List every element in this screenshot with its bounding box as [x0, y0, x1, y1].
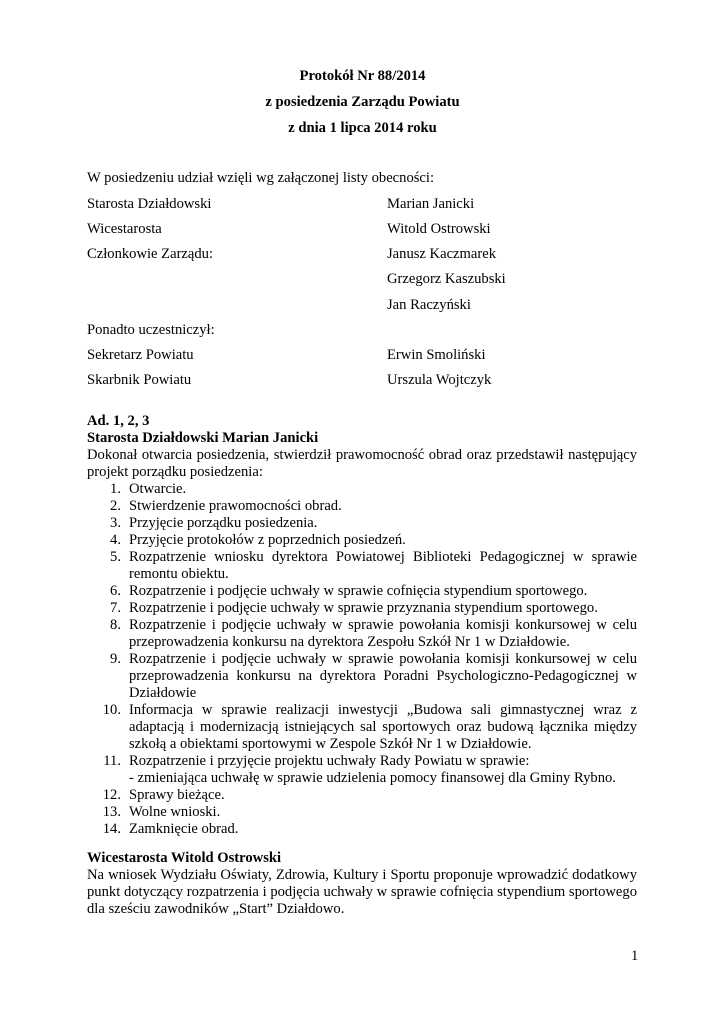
item-number: 3.	[110, 515, 121, 531]
attendance-role: Sekretarz Powiatu	[87, 347, 194, 363]
list-item	[87, 651, 637, 702]
paragraph: Na wniosek Wydziału Oświaty, Zdrowia, Kultury i Sportu proponuje wprowadzić dodatkowy punkt dotyczący rozpatrzenia i podjęcia uchwały w sprawie cofnięcia stypendium sportowego dla sześciu zawodników „Start” Działdowo.	[87, 867, 637, 917]
list-item	[87, 532, 637, 549]
item-number: 9.	[110, 651, 121, 667]
attendance-name: Witold Ostrowski	[387, 221, 491, 237]
protocol-date: z dnia 1 lipca 2014 roku	[288, 120, 437, 136]
speaker-name: Wicestarosta Witold Ostrowski	[87, 850, 282, 866]
item-text: Wolne wnioski.	[129, 804, 221, 820]
item-text: Rozpatrzenie i podjęcie uchwały w sprawie powołania komisji konkursowej w celu przeprowadzenia konkursu na dyrektora Poradni Psychologiczno-Pedagogicznej w Działdowie	[129, 651, 637, 701]
item-number: 12.	[102, 787, 121, 803]
item-number: 11.	[103, 753, 121, 769]
attendance-name: Urszula Wojtczyk	[387, 372, 492, 388]
item-text: Przyjęcie porządku posiedzenia.	[129, 515, 318, 531]
item-number: 4.	[110, 532, 121, 548]
attendance-role: Członkowie Zarządu:	[87, 246, 214, 262]
protocol-subtitle: z posiedzenia Zarządu Powiatu	[265, 94, 460, 110]
section-vice-starost	[87, 850, 637, 918]
list-item	[87, 583, 637, 600]
protocol-title: Protokół Nr 88/2014	[299, 68, 426, 84]
item-text: Informacja w sprawie realizacji inwestycji „Budowa sali gimnastycznej wraz z adaptacją i modernizacją istniejących sal sportowych oraz budową łącznika między szkołą a obiektami sportowymi w Zespole Szkół Nr 1 w Działdowie.	[129, 702, 637, 752]
list-item	[87, 787, 637, 804]
item-number: 7.	[110, 600, 121, 616]
list-item	[87, 481, 637, 498]
paragraph: Dokonał otwarcia posiedzenia, stwierdził prawomocność obrad oraz przedstawił następujący projekt porządku posiedzenia:	[87, 447, 637, 480]
item-number: 5.	[110, 549, 121, 565]
list-item	[87, 549, 637, 583]
section-agenda	[87, 413, 637, 838]
item-text: Rozpatrzenie i podjęcie uchwały w sprawie powołania komisji konkursowej w celu przeprowadzenia konkursu na dyrektora Zespołu Szkół Nr 1 w Działdowie.	[129, 617, 637, 650]
list-item	[87, 600, 637, 617]
list-item	[87, 515, 637, 532]
also-present-heading: Ponadto uczestniczył:	[87, 322, 215, 338]
item-number: 1.	[110, 481, 121, 497]
attendance-name: Grzegorz Kaszubski	[387, 271, 506, 287]
section-heading: Ad. 1, 2, 3	[87, 413, 150, 429]
item-number: 13.	[102, 804, 121, 820]
item-text: Rozpatrzenie i podjęcie uchwały w sprawie przyznania stypendium sportowego.	[129, 600, 598, 616]
item-number: 10.	[102, 702, 121, 718]
item-text: Stwierdzenie prawomocności obrad.	[129, 498, 342, 514]
item-text: Rozpatrzenie wniosku dyrektora Powiatowej Biblioteki Pedagogicznej w sprawie remontu obiektu.	[129, 549, 637, 582]
attendance-name: Janusz Kaczmarek	[387, 246, 496, 262]
attendance-name: Marian Janicki	[387, 196, 475, 212]
speaker-name: Starosta Działdowski Marian Janicki	[87, 430, 319, 446]
item-subtext: - zmieniająca uchwałę w sprawie udzielenia pomocy finansowej dla Gminy Rybno.	[129, 770, 616, 786]
list-item	[87, 821, 637, 838]
item-number: 2.	[110, 498, 121, 514]
item-number: 8.	[110, 617, 121, 633]
attendance-name: Erwin Smoliński	[387, 347, 486, 363]
attendance-role: Starosta Działdowski	[87, 196, 212, 212]
item-text: Otwarcie.	[129, 481, 187, 497]
list-item	[87, 753, 637, 787]
attendance-intro: W posiedzeniu udział wzięli wg załączonej listy obecności:	[87, 170, 435, 186]
list-item	[87, 702, 637, 753]
item-text: Rozpatrzenie i przyjęcie projektu uchwały Rady Powiatu w sprawie:	[129, 753, 530, 769]
list-item	[87, 498, 637, 515]
item-text: Przyjęcie protokołów z poprzednich posiedzeń.	[129, 532, 406, 548]
item-text: Sprawy bieżące.	[129, 787, 225, 803]
attendance-role: Wicestarosta	[87, 221, 162, 237]
list-item	[87, 804, 637, 821]
item-number: 6.	[110, 583, 121, 599]
item-number: 14.	[102, 821, 121, 837]
page-number: 1	[631, 948, 639, 964]
attendance-name: Jan Raczyński	[387, 297, 471, 313]
attendance-role: Skarbnik Powiatu	[87, 372, 192, 388]
item-text: Zamknięcie obrad.	[129, 821, 239, 837]
list-item	[87, 617, 637, 651]
item-text: Rozpatrzenie i podjęcie uchwały w sprawie cofnięcia stypendium sportowego.	[129, 583, 588, 599]
agenda-list	[87, 481, 637, 838]
